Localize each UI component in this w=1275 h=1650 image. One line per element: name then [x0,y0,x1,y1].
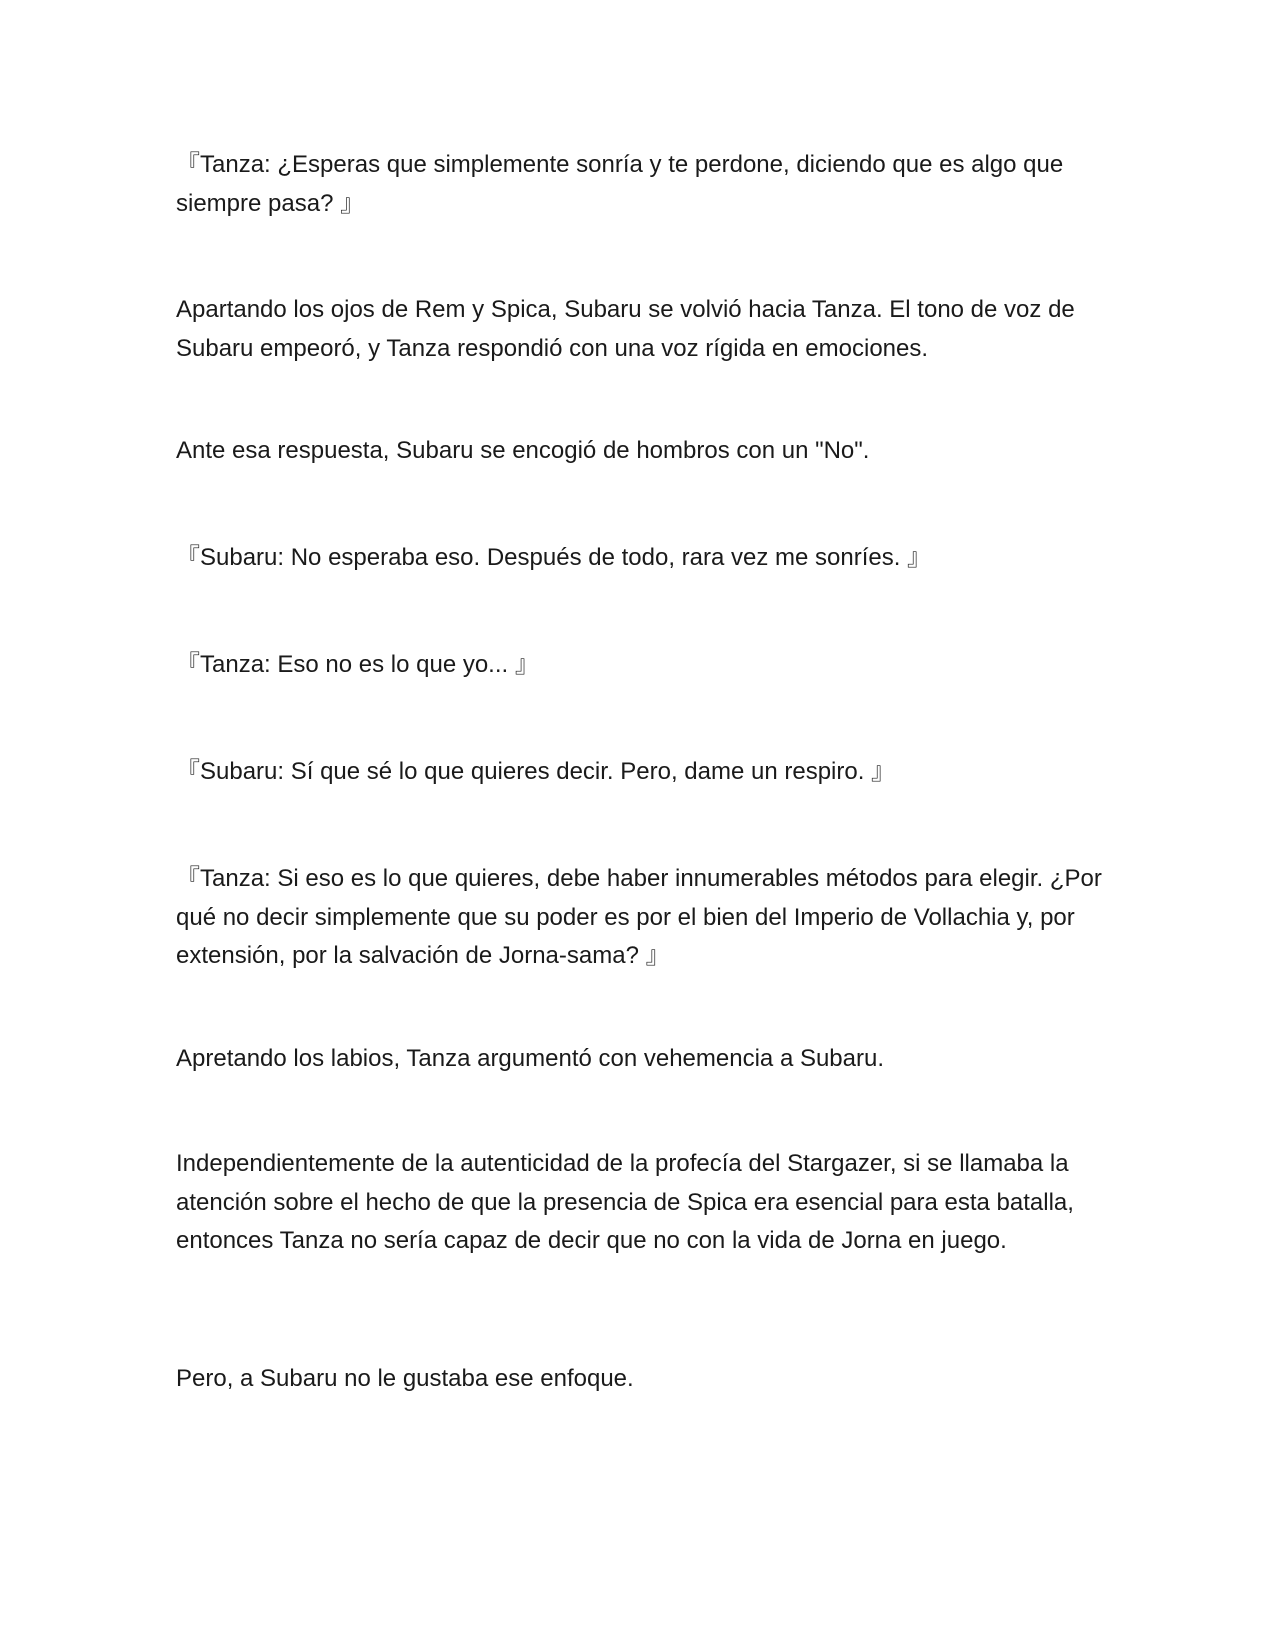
dialogue-subaru-1: 『Subaru: No esperaba eso. Después de todo, rara vez me sonríes. 』 [176,544,932,571]
narration-paragraph-3: Apretando los labios, Tanza argumentó con vehemencia a Subaru. [176,1045,885,1072]
dialogue-tanza-2: 『Tanza: Eso no es lo que yo... 』 [176,651,539,678]
narration-paragraph-4: Independientemente de la autenticidad de la profecía del Stargazer, si se llamaba la atención sobre el hecho de que la presencia de Spica era esencial para esta batalla, entonces Tanza no sería capaz de decir que no con la vida de Jorna en juego. [176,1150,1074,1254]
dialogue-tanza-1: 『Tanza: ¿Esperas que simplemente sonría y te perdone, diciendo que es algo que siempre pasa? 』 [176,151,1064,217]
narration-paragraph-1: Apartando los ojos de Rem y Spica, Subaru se volvió hacia Tanza. El tono de voz de Subaru empeoró, y Tanza respondió con una voz rígida en emociones. [176,296,1075,362]
narration-paragraph-2: Ante esa respuesta, Subaru se encogió de hombros con un "No". [176,437,870,464]
dialogue-tanza-3: 『Tanza: Si eso es lo que quieres, debe haber innumerables métodos para elegir. ¿Por qué no decir simplemente que su poder es por el bien del Imperio de Vollachia y, por extensión, por la salvación de Jorna-sama? 』 [176,865,1102,969]
narration-paragraph-5: Pero, a Subaru no le gustaba ese enfoque. [176,1365,634,1392]
dialogue-subaru-2: 『Subaru: Sí que sé lo que quieres decir. Pero, dame un respiro. 』 [176,758,896,785]
